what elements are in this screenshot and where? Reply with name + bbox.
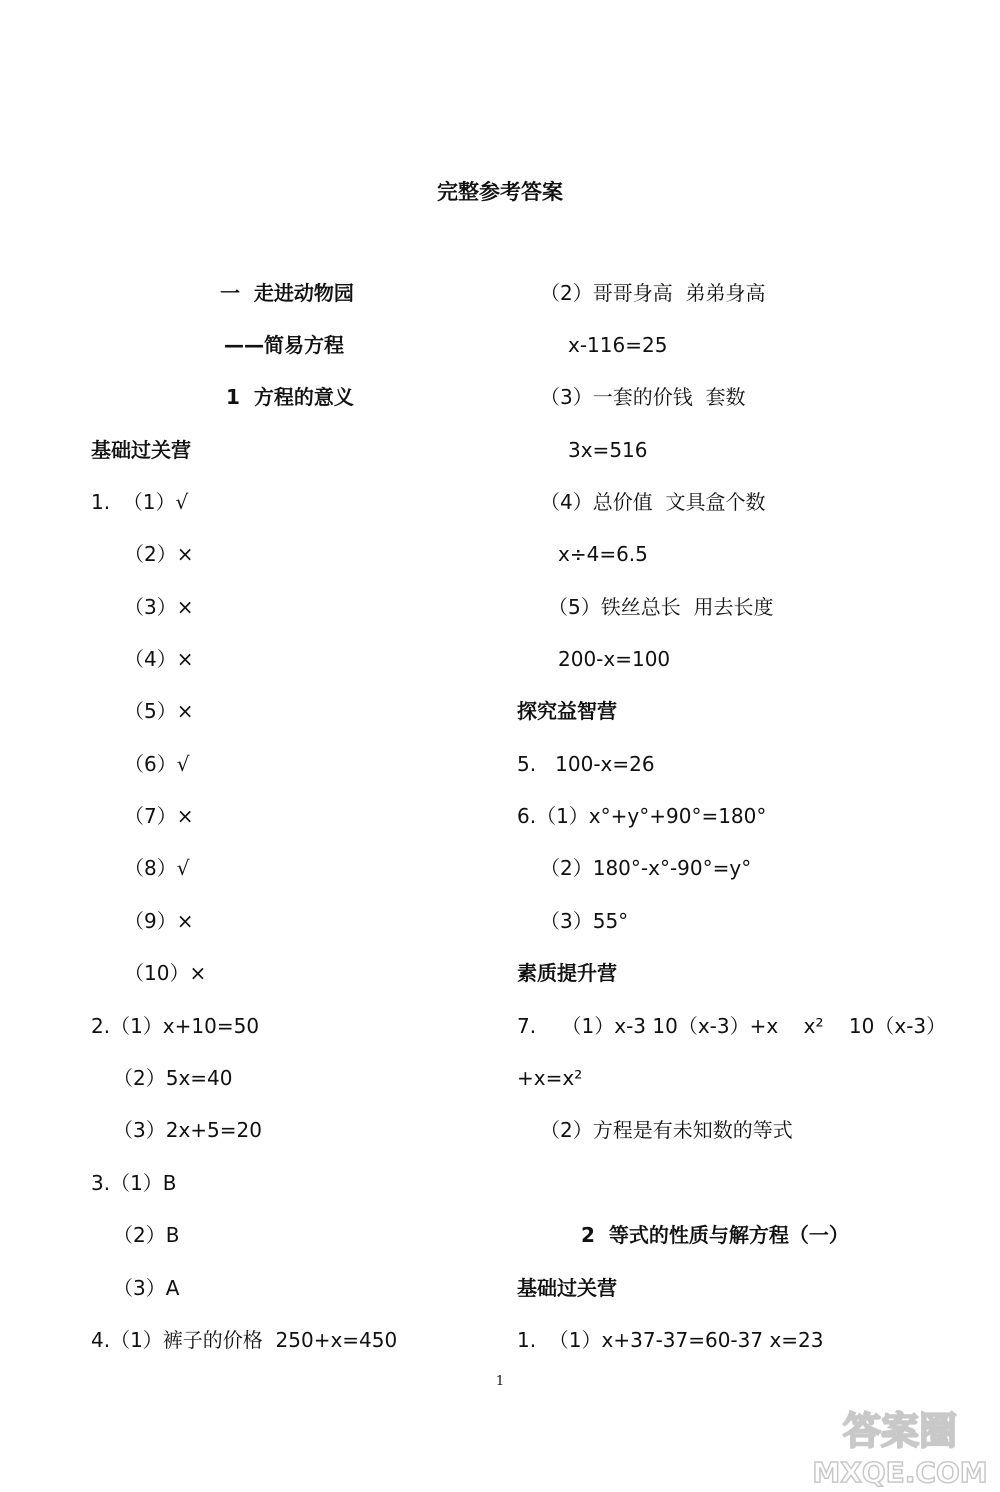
svg-text:答案圈: 答案圈	[842, 1409, 958, 1453]
answer-line: +x=x²	[517, 1066, 583, 1090]
answer-line: （8）√	[124, 856, 190, 880]
answer-line: （4）总价值 文具盒个数	[540, 490, 766, 514]
camp-heading-basic: 基础过关营	[91, 438, 191, 462]
page-title: 完整参考答案	[437, 180, 563, 204]
answer-line: （2）B	[113, 1223, 180, 1247]
chapter-subtitle: ——简易方程	[224, 333, 344, 357]
camp-heading-explore: 探究益智营	[517, 699, 617, 723]
svg-text:MXQE.COM: MXQE.COM	[812, 1456, 988, 1488]
answer-line: 6.（1）x°+y°+90°=180°	[517, 804, 767, 828]
page-number: 1	[495, 1374, 505, 1389]
answer-line: （3）2x+5=20	[113, 1118, 262, 1142]
answer-line: （3）55°	[540, 909, 629, 933]
answer-line: 4.（1）裤子的价格 250+x=450	[91, 1328, 398, 1352]
answer-line: （3）A	[113, 1276, 180, 1300]
answer-line: （2）×	[124, 542, 194, 566]
answer-line: 1. （1）√	[91, 490, 189, 514]
watermark-logo	[810, 1400, 990, 1488]
answer-line: 3x=516	[568, 438, 648, 462]
answer-line: （2）5x=40	[113, 1066, 233, 1090]
answer-line: 200-x=100	[558, 647, 671, 671]
answer-line: （9）×	[124, 909, 194, 933]
answer-line: x-116=25	[568, 333, 668, 357]
answer-line: 3.（1）B	[91, 1171, 177, 1195]
answer-line: （3）×	[124, 595, 194, 619]
answer-line: x÷4=6.5	[558, 542, 648, 566]
answer-line: （6）√	[124, 752, 190, 776]
answer-line: （2）哥哥身高 弟弟身高	[540, 281, 766, 305]
answer-line: （10）×	[124, 961, 207, 985]
answer-line: 1. （1）x+37-37=60-37 x=23	[517, 1328, 824, 1352]
camp-heading-basic-2: 基础过关营	[517, 1276, 617, 1300]
chapter-heading: 一 走进动物园	[220, 281, 354, 305]
answer-line: 7. （1）x-3 10（x-3）+x x² 10（x-3）	[517, 1014, 947, 1038]
section-heading-2: 2 等式的性质与解方程（一）	[581, 1223, 849, 1247]
answer-line: （7）×	[124, 804, 194, 828]
answer-line: （5）×	[124, 699, 194, 723]
camp-heading-quality: 素质提升营	[517, 961, 617, 985]
answer-line: 2.（1）x+10=50	[91, 1014, 260, 1038]
answer-line: （3）一套的价钱 套数	[540, 385, 746, 409]
section-heading: 1 方程的意义	[226, 385, 354, 409]
answer-line: （5）铁丝总长 用去长度	[548, 595, 774, 619]
answer-line: （4）×	[124, 647, 194, 671]
answer-line: 5. 100-x=26	[517, 752, 655, 776]
answer-line: （2）180°-x°-90°=y°	[540, 856, 752, 880]
answer-line: （2）方程是有未知数的等式	[540, 1118, 793, 1142]
